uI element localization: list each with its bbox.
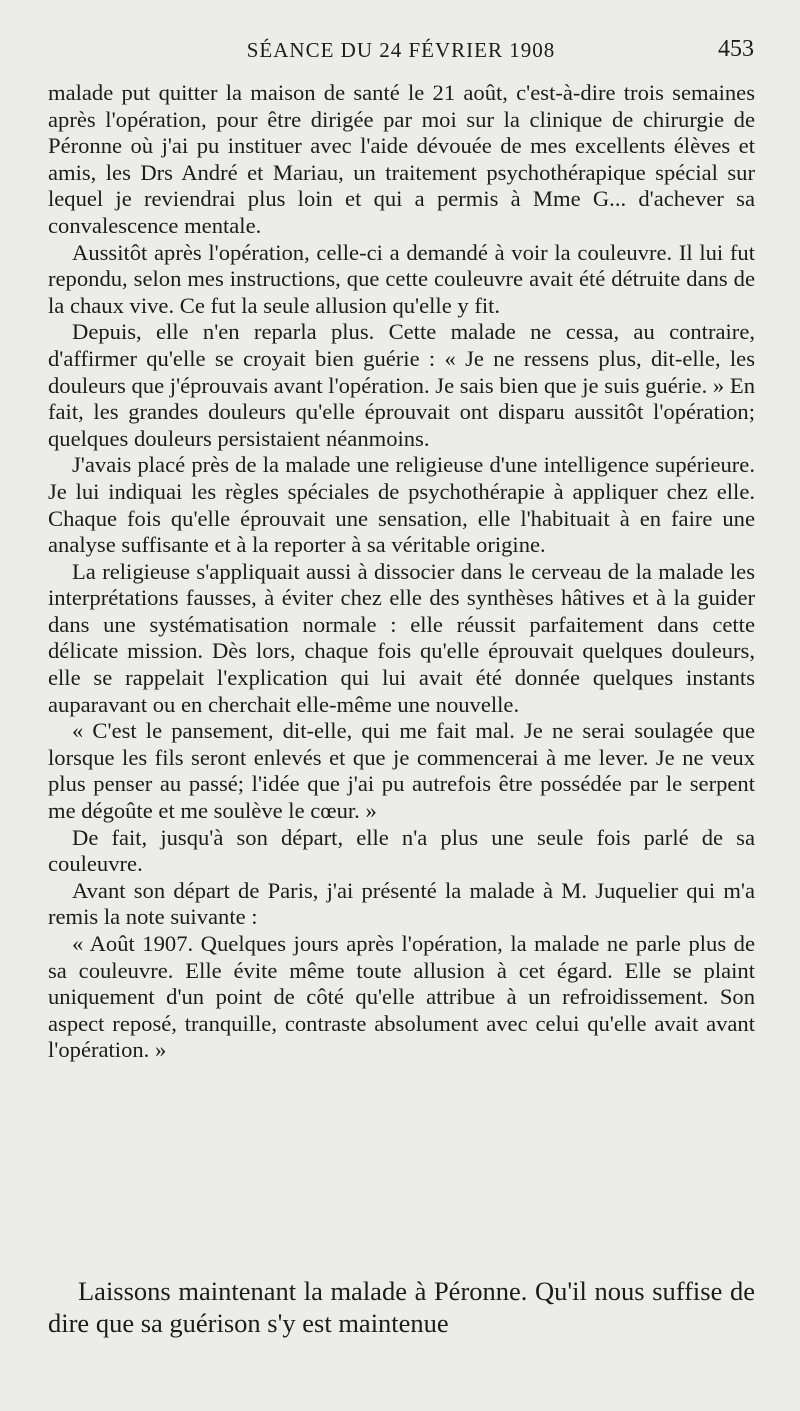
quoted-paragraph: « C'est le pansement, dit-elle, qui me fait mal. Je ne serai soulagée que lorsque les fils seront enlevés et que je commencerai à me lever. Je ne veux plus penser au passé; l'idée que j'ai pu autrefois être possédée par le serpent me dégoûte et me soulève le cœur. » — [48, 718, 755, 824]
body-text — [48, 80, 755, 1064]
paragraph: Aussitôt après l'opération, celle-ci a demandé à voir la couleuvre. Il lui fut repondu, selon mes instructions, que cette couleuvre avait été détruite dans de la chaux vive. Ce fut la seule allusion qu'elle y fit. — [48, 239, 755, 318]
page-number: 453 — [718, 36, 754, 62]
page-header — [48, 36, 754, 66]
paragraph: J'avais placé près de la malade une religieuse d'une intelligence supérieure. Je lui indiquai les règles spéciales de psychothérapie à appliquer chez elle. Chaque fois qu'elle éprouvait une sensation, elle l'habituait à en faire une analyse suffisante et à la reporter à sa véritable origine. — [48, 452, 755, 558]
paragraph: La religieuse s'appliquait aussi à dissocier dans le cerveau de la malade les interprétations fausses, à éviter chez elle des synthèses hâtives et à la guider dans une systématisation normale : elle réussit parfaitement dans cette délicate mission. Dès lors, chaque fois qu'elle éprouvait quelques douleurs, elle se rappelait l'explication qui lui avait été donnée quelques instants auparavant ou en cherchait elle-même une nouvelle. — [48, 558, 755, 717]
running-title: SÉANCE DU 24 FÉVRIER 1908 — [246, 38, 556, 62]
closing-paragraph: Laissons maintenant la malade à Péronne. Qu'il nous suffise de dire que sa guérison s'y est maintenue — [48, 1276, 755, 1338]
paragraph: Avant son départ de Paris, j'ai présenté la malade à M. Juquelier qui m'a remis la note suivante : — [48, 877, 755, 930]
quoted-note: « Août 1907. Quelques jours après l'opération, la malade ne parle plus de sa couleuvre. Elle évite même toute allusion à cet égard. Elle se plaint uniquement d'un point de côté qu'elle attribue à un refroidissement. Son aspect reposé, tranquille, contraste absolument avec celui qu'elle avait avant l'opération. » — [48, 931, 755, 1063]
closing-text — [48, 1275, 755, 1339]
paragraph: Depuis, elle n'en reparla plus. Cette malade ne cessa, au contraire, d'affirmer qu'elle se croyait bien guérie : « Je ne ressens plus, dit-elle, les douleurs que j'éprouvais avant l'opération. Je sais bien que je suis guérie. » En fait, les grandes douleurs qu'elle éprouvait ont disparu aussitôt l'opération; quelques douleurs persistaient néanmoins. — [48, 319, 755, 451]
paragraph: De fait, jusqu'à son départ, elle n'a plus une seule fois parlé de sa couleuvre. — [48, 824, 755, 877]
paragraph: malade put quitter la maison de santé le 21 août, c'est-à-dire trois semaines après l'opération, pour être dirigée par moi sur la clinique de chirurgie de Péronne où j'ai pu instituer avec l'aide dévouée de mes excellents élèves et amis, les Drs André et Mariau, un traitement psychothérapique spécial sur lequel je reviendrai plus loin et qui a permis à Mme G... d'achever sa convalescence mentale. — [48, 80, 755, 238]
